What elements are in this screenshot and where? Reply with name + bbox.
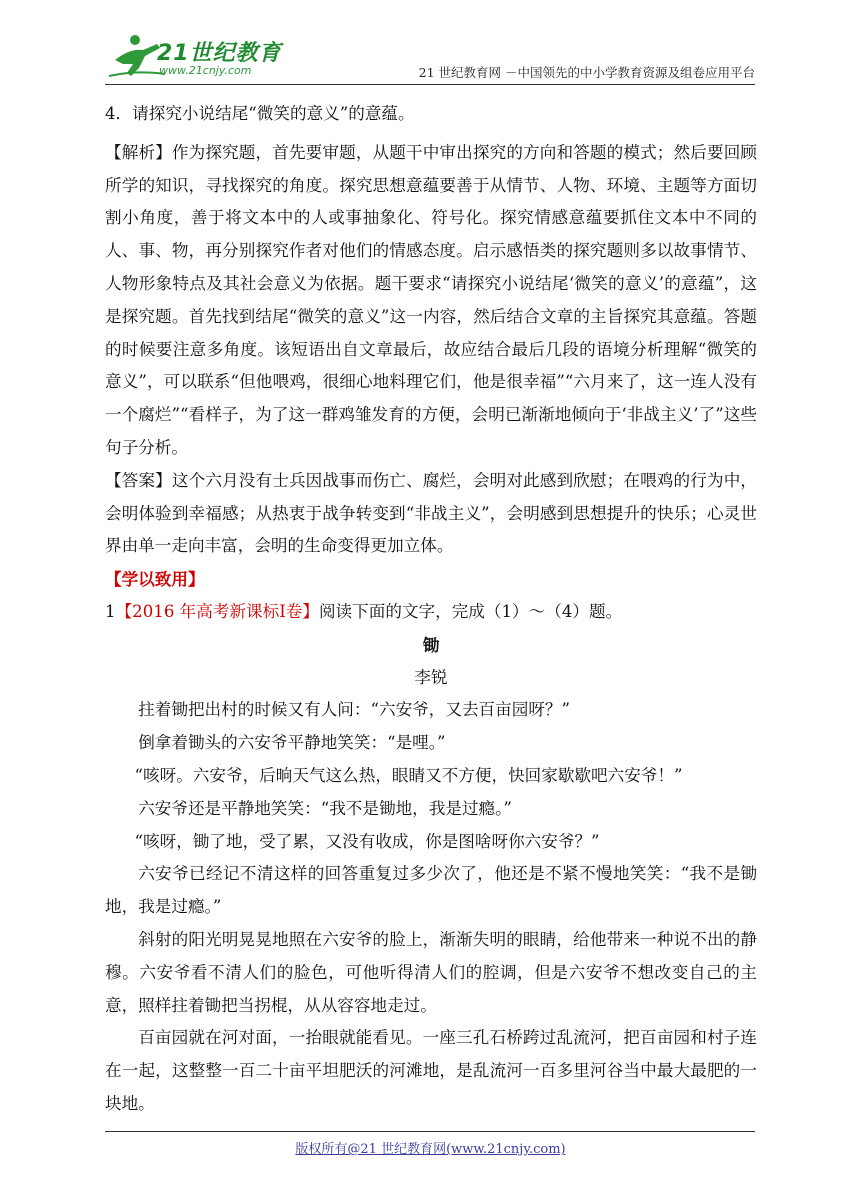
answer-paragraph (105, 465, 757, 563)
logo-url: www.21cnjy.com (159, 64, 252, 77)
question-4: 4．请探究小说结尾“微笑的意义”的意蕴。 (105, 104, 415, 123)
site-tagline: －中国领先的中小学教育资源及组卷应用平台 (501, 65, 755, 80)
answer-tag: 【答案】 (105, 470, 172, 490)
exercise-instruction: 阅读下面的文字，完成（1）～（4）题。 (318, 601, 623, 621)
site-logo (105, 30, 285, 80)
document-body (105, 98, 757, 1121)
story-paragraph: 六安爷还是平静地笑笑：“我不是锄地，我是过瘾。” (138, 798, 512, 818)
copyright-link[interactable]: 版权所有@21 世纪教育网(www.21cnjy.com) (295, 1142, 566, 1157)
story-title: 锄 (422, 634, 440, 655)
story-paragraph: 倒拿着锄头的六安爷平静地笑笑：“是哩。” (138, 733, 446, 753)
story-paragraph: 斜射的阳光明晃晃地照在六安爷的脸上，渐渐失明的眼睛，给他带来一种说不出的静穆。六安爷看不清人们的脸色，可他听得清人们的腔调，但是六安爷不想改变自己的主意，照样拄着锄把当拐棍，从从容容地走过。 (105, 929, 757, 1015)
logo-text: 21世纪教育 (157, 41, 282, 66)
story-paragraph: “咳呀，锄了地，受了累，又没有收成，你是图啥呀你六安爷？” (134, 831, 600, 851)
page-footer (0, 1138, 861, 1157)
story-paragraph: 百亩园就在河对面，一抬眼就能看见。一座三孔石桥跨过乱流河，把百亩园和村子连在一起，这整整一百二十亩平坦肥沃的河滩地，是乱流河一百多里河谷当中最大最肥的一块地。 (105, 1028, 757, 1113)
exercise-source: 【2016 年高考新课标Ⅰ卷】 (115, 601, 319, 621)
site-name: 21 世纪教育网 (418, 65, 502, 80)
story-author: 李锐 (414, 667, 448, 687)
answer-text: 这个六月没有士兵因战事而伤亡、腐烂，会明对此感到欣慰；在喂鸡的行为中，会明体验到幸福感；从热衷于战争转变到“非战主义”，会明感到思想提升的快乐；心灵世界由单一走向丰富，会明的生命变得更加立体。 (105, 470, 758, 556)
header-tagline (419, 63, 755, 81)
exercise-heading (105, 596, 757, 629)
story-paragraph: 六安爷已经记不清这样的回答重复过多少次了，他还是不紧不慢地笑笑：“我不是锄地，我是过瘾。” (105, 864, 757, 917)
analysis-text: 作为探究题，首先要审题，从题干中审出探究的方向和答题的模式；然后要回顾所学的知识，寻找探究的角度。探究思想意蕴要善于从情节、人物、环境、主题等方面切割小角度，善于将文本中的人或事抽象化、符号化。探究情感意蕴要抓住文本中不同的人、事、物，再分别探究作者对他们的情感态度。启示感悟类的探究题则多以故事情节、人物形象特点及其社会意义为依据。题干要求“请探究小说结尾‘微笑的意义’的意蕴”，这是探究题。首先找到结尾“微笑的意义”这一内容，然后结合文章的主旨探究其意蕴。答题的时候要注意多角度。该短语出自文章最后，故应结合最后几段的语境分析理解“微笑的意义”，可以联系“但他喂鸡，很细心地料理它们，他是很幸福”“六月来了，这一连人没有一个腐烂”“看样子，为了这一群鸡雏发育的方便，会明已渐渐地倾向于‘非战主义’了”这些句子分析。 (105, 142, 758, 457)
analysis-tag: 【解析】 (105, 142, 172, 162)
footer-divider (105, 1131, 755, 1132)
story-paragraph: “咳呀。六安爷，后晌天气这么热，眼睛又不方便，快回家歇歇吧六安爷！” (134, 765, 683, 785)
analysis-paragraph (105, 137, 757, 465)
exercise-number: 1 (105, 601, 116, 621)
section-title: 【学以致用】 (105, 569, 205, 590)
story-paragraph: 拄着锄把出村的时候又有人问：“六安爷，又去百亩园呀？” (138, 700, 570, 720)
page-header (105, 30, 755, 85)
